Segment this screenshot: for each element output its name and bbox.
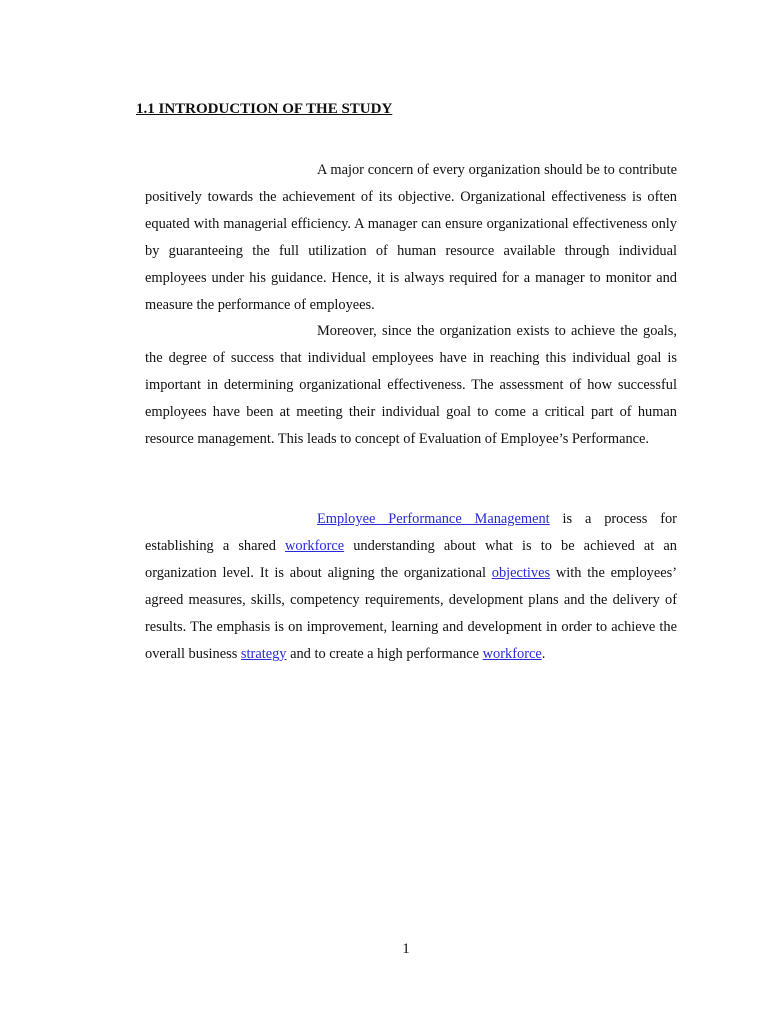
paragraph-3-text-3: with the employees’ agreed measures, skills, competency requirements, development plans and the delivery of results. The emphasis is on improvement, learning and development in order to achieve the overall business <box>145 564 677 662</box>
paragraph-2 <box>145 318 677 453</box>
paragraph-1-text: A major concern of every organization should be to contribute positively towards the achievement of its objective. Organizational effectiveness is often equated with managerial efficiency. A manager can ensure organizational effectiveness only by guaranteeing the full utilization of human resource available through individual employees under his guidance. Hence, it is always required for a manager to monitor and measure the performance of employees. <box>145 162 677 313</box>
strategy-link[interactable]: strategy <box>240 645 287 662</box>
paragraph-2-text: Moreover, since the organization exists to achieve the goals, the degree of success that individual employees have in reaching this individual goal is important in determining organizational effectiveness. The assessment of how successful employees have been at meeting their individual goal to come a critical part of human resource management. This leads to concept of Evaluation of Employee’s Performance. <box>145 323 677 447</box>
paragraph-3 <box>145 506 677 667</box>
page-number: 1 <box>402 941 410 957</box>
objectives-link[interactable]: objectives <box>491 564 551 581</box>
paragraph-3-text-1: is a process for establishing a shared <box>145 511 677 554</box>
section-heading: 1.1 INTRODUCTION OF THE STUDY <box>136 101 393 117</box>
paragraph-3-text-5: . <box>541 645 546 662</box>
paragraph-3-text-2: understanding about what is to be achieved at an organization level. It is about aligning the organizational <box>145 537 677 581</box>
employee-performance-management-link[interactable]: Employee Performance Management <box>317 511 550 527</box>
workforce-link[interactable]: workforce <box>285 537 345 554</box>
paragraph-1 <box>145 157 677 318</box>
workforce-link-2[interactable]: workforce <box>482 645 542 662</box>
paragraph-3-text-4: and to create a high performance <box>286 645 483 662</box>
